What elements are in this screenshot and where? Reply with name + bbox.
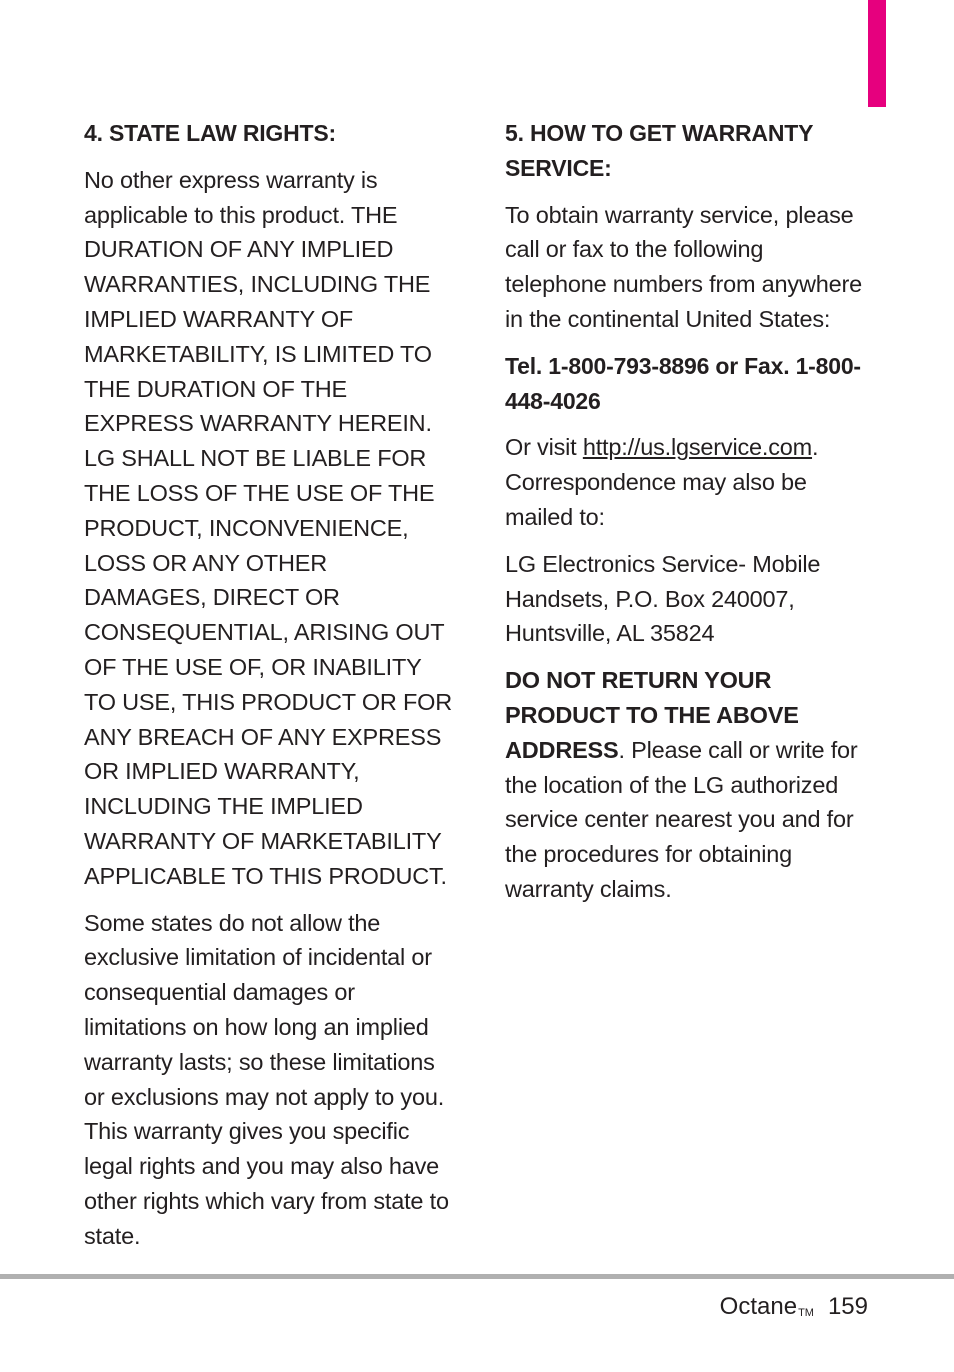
obtain-service-paragraph: To obtain warranty service, please call or fax to the following telephone numbers from anywhere in the continental United States: bbox=[505, 201, 862, 332]
left-column bbox=[84, 116, 454, 1266]
phone-fax-numbers: Tel. 1-800-793-8896 or Fax. 1-800-448-4026 bbox=[505, 352, 861, 414]
page-footer bbox=[720, 1290, 868, 1324]
state-law-rights-heading: 4. STATE LAW RIGHTS: bbox=[84, 120, 336, 146]
do-not-return-paragraph bbox=[505, 663, 870, 907]
visit-prefix: Or visit bbox=[505, 434, 583, 461]
do-not-return-instructions: . Please call or write for the location of the LG authorized service center nearest you and for the procedures for obtaining warranty claims. bbox=[505, 736, 858, 902]
chapter-tab-marker bbox=[868, 0, 886, 107]
lg-service-link[interactable]: http://us.lgservice.com bbox=[582, 434, 813, 461]
visit-suffix: . Correspondence may also be mailed to: bbox=[505, 434, 819, 530]
trademark-symbol: TM bbox=[798, 1307, 814, 1319]
state-variation-paragraph: Some states do not allow the exclusive limitation of incidental or consequential damages or limitations on how long an implied warranty lasts; so these limitations or exclusions may not apply to you. This warranty gives you specific legal rights and you may also have other rights which vary from state to state. bbox=[84, 909, 449, 1249]
product-name: Octane bbox=[719, 1293, 798, 1320]
page-number: 159 bbox=[827, 1293, 868, 1320]
mailing-address: LG Electronics Service- Mobile Handsets, P.O. Box 240007, Huntsville, AL 35824 bbox=[505, 550, 821, 647]
warranty-service-heading: 5. HOW TO GET WARRANTY SERVICE: bbox=[505, 120, 813, 181]
right-column bbox=[505, 116, 870, 919]
do-not-return-warning: DO NOT RETURN YOUR PRODUCT TO THE ABOVE ADDRESS bbox=[505, 667, 799, 763]
visit-paragraph bbox=[505, 430, 870, 534]
state-law-rights-paragraph: No other express warranty is applicable to this product. THE DURATION OF ANY IMPLIED WARRANTIES, INCLUDING THE IMPLIED WARRANTY OF MARKETABILITY, IS LIMITED TO THE DURATION OF THE EXPRESS WARRANTY HEREIN. LG SHALL NOT BE LIABLE FOR THE LOSS OF THE USE OF THE PRODUCT, INCONVENIENCE, LOSS OR ANY OTHER DAMAGES, DIRECT OR CONSEQUENTIAL, ARISING OUT OF THE USE OF, OR INABILITY TO USE, THIS PRODUCT OR FOR ANY BREACH OF ANY EXPRESS OR IMPLIED WARRANTY, INCLUDING THE IMPLIED WARRANTY OF MARKETABILITY APPLICABLE TO THIS PRODUCT. bbox=[84, 166, 453, 889]
footer-divider bbox=[0, 1274, 954, 1279]
